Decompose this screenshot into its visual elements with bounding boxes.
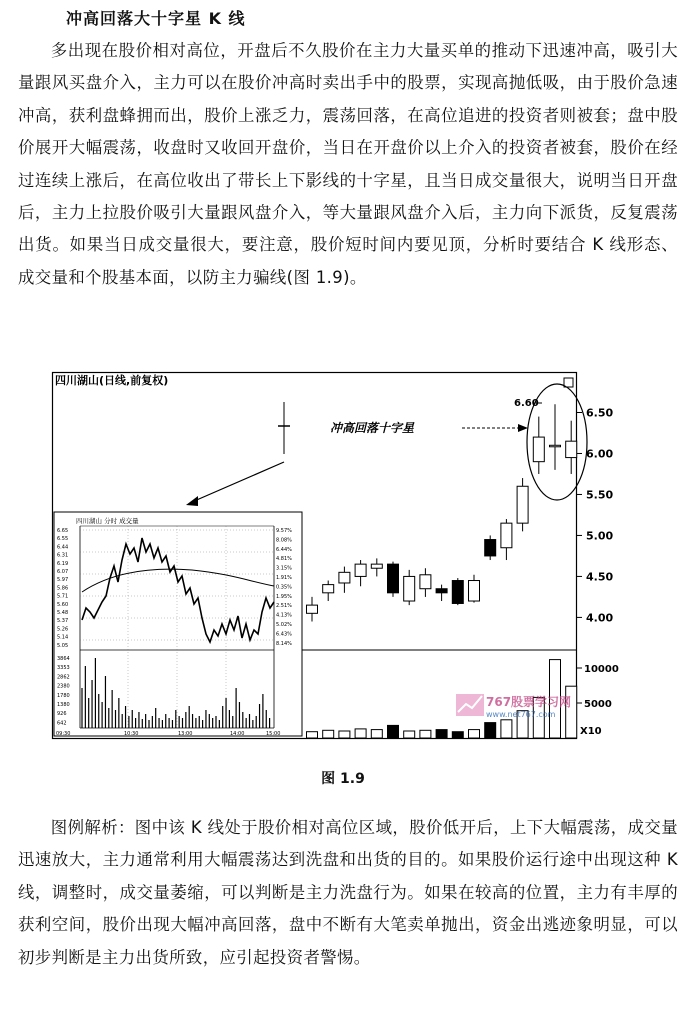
inset-right-tick: 3.15% [276, 565, 292, 572]
inset-left-tick: 5.14 [57, 634, 69, 641]
volume-unit-label: X10 [580, 726, 602, 737]
kline-figure [52, 372, 619, 742]
watermark-url: www.net767.com [486, 710, 556, 719]
volume-bar [436, 730, 447, 738]
volume-tick-label: 10000 [584, 664, 619, 675]
inset-volume-tick: 2380 [57, 683, 70, 690]
candle-body [307, 605, 318, 613]
inset-time-tick: 15:00 [266, 731, 281, 737]
inset-right-tick: 0.35% [276, 584, 292, 591]
inset-left-ticks [57, 528, 68, 649]
inset-time-tick: 14:00 [230, 731, 245, 737]
inset-volume-tick: 642 [57, 720, 67, 727]
price-axis [576, 406, 613, 624]
inset-left-tick: 5.05 [57, 642, 69, 649]
candle [517, 478, 528, 531]
volume-bar [339, 731, 350, 738]
candle-body [485, 540, 496, 556]
inset-right-tick: 4.13% [276, 612, 292, 619]
inset-left-tick: 6.55 [57, 536, 69, 543]
inset-left-tick: 5.71 [57, 593, 69, 600]
inset-right-tick: 8.14% [276, 640, 292, 647]
analysis-paragraph: 图例解析：图中该 K 线处于股价相对高位区域，股价低开后，上下大幅震荡，成交量迅速放大，主力通常利用大幅震荡达到洗盘和出货的目的。如果股价运行途中出现这种 K 线，调整时，成交量萎缩，可以判断是主力洗盘行为。如果在较高的位置，主力有丰厚的获利空间，股价出现大幅冲高回落，盘中不断有大笔卖单抛出，资金出逃迹象明显，可以初步判断是主力出货所致，应引起投资者警惕。 [18, 818, 678, 967]
inset-right-tick: 4.81% [276, 556, 292, 563]
candle-body [420, 575, 431, 589]
inset-left-tick: 5.60 [57, 601, 69, 608]
watermark-title: 767股票学习网 [486, 695, 572, 709]
inset-right-tick: 1.91% [276, 575, 292, 581]
volume-bar [566, 686, 577, 738]
inset-left-tick: 6.31 [57, 552, 69, 559]
inset-left-tick: 5.48 [57, 610, 69, 616]
inset-right-tick: 1.95% [276, 593, 292, 600]
price-tick-label: 5.50 [586, 488, 614, 502]
intro-paragraph: 多出现在股价相对高位，开盘后不久股价在主力大量买单的推动下迅速冲高，吸引大量跟风买盘介入，主力可以在股价冲高时卖出手中的股票，实现高抛低吸，由于股价急速冲高，获利盘蜂拥而出，股价上涨乏力，震荡回落，在高位追进的投资者则被套；盘中股价展开大幅震荡，收盘时又收回开盘价，当日在开盘价以上介入的投资者被套，股价在经过连续上涨后，在高位收出了带长上下影线的十字星，且当日成交量很大，说明当日开盘后，主力上拉股价吸引大量跟风盘介入，等大量跟风盘介入后，主力向下派货，反复震荡出货。如果当日成交量很大，要注意，股价短时间内要见顶，分析时要结合 K 线形态、成交量和个股基本面，以防主力骗线(图 1.9)。 [18, 41, 678, 287]
inset-right-tick: 8.08% [276, 537, 292, 544]
inset-right-tick: 2.51% [276, 603, 292, 610]
candle-body [371, 564, 382, 568]
inset-time-tick: 13:00 [178, 731, 193, 737]
candle-body [436, 589, 447, 593]
volume-bar [452, 732, 463, 738]
price-tick-label: 6.50 [586, 406, 614, 420]
volume-bar [501, 720, 512, 738]
inset-volume-tick: 1780 [57, 692, 70, 699]
high-price-label: 6.60 [514, 398, 539, 409]
inset-left-tick: 5.97 [57, 577, 69, 584]
inset-right-tick: 6.44% [276, 546, 292, 553]
candle-body [517, 486, 528, 523]
candle-body [355, 564, 366, 576]
price-tick-label: 4.50 [586, 570, 614, 584]
candle-body [388, 564, 399, 593]
inset-left-tick: 5.86 [57, 585, 69, 592]
candle-body [323, 585, 334, 593]
volume-tick-label: 5000 [584, 699, 612, 710]
inset-left-tick: 6.07 [57, 569, 69, 575]
candle [485, 535, 496, 560]
kline-chart [52, 372, 619, 742]
inset-volume-tick: 1380 [57, 702, 70, 708]
inset-time-tick: 10:30 [124, 731, 139, 737]
volume-bar [485, 723, 496, 738]
candle-body [469, 581, 480, 601]
intraday-inset [54, 512, 302, 737]
inset-title: 四川湖山 分时 成交量 [76, 517, 139, 525]
inset-time-tick: 09:30 [56, 731, 71, 737]
inset-volume-tick: 3353 [57, 665, 70, 672]
inset-volume-tick: 926 [57, 711, 67, 718]
volume-bar [420, 730, 431, 738]
candle-body [533, 437, 544, 462]
candle-body [404, 576, 415, 601]
volume-bar [323, 730, 334, 738]
volume-bar [371, 730, 382, 738]
volume-axis [576, 664, 619, 710]
price-tick-label: 4.00 [586, 611, 614, 625]
candle-body [452, 581, 463, 604]
candle-body [566, 441, 577, 457]
candle-body [550, 445, 561, 447]
price-tick-label: 5.00 [586, 529, 614, 543]
candle [388, 562, 399, 597]
inset-right-tick: 5.02% [276, 622, 292, 628]
volume-bar [355, 729, 366, 738]
volume-bar [388, 725, 399, 738]
inset-volume-tick: 2862 [57, 674, 70, 681]
price-tick-label: 6.00 [586, 447, 614, 461]
section-heading: 冲高回落大十字星 K 线 [66, 9, 246, 28]
inset-left-tick: 6.65 [57, 528, 69, 534]
chart-title: 四川湖山(日线,前复权) [55, 374, 169, 387]
inset-right-tick: 9.57% [276, 528, 292, 534]
volume-bar [404, 731, 415, 738]
inset-right-tick: 6.43% [276, 631, 292, 638]
inset-left-tick: 6.19 [57, 560, 69, 567]
inset-left-tick: 6.44 [57, 544, 69, 551]
inset-left-tick: 5.26 [57, 626, 69, 633]
inset-volume-tick: 3864 [57, 656, 70, 662]
inset-frame [54, 512, 302, 736]
annotation-label: 冲高回落十字星 [330, 421, 415, 435]
candle-body [501, 523, 512, 548]
inset-left-tick: 5.37 [57, 618, 69, 625]
volume-bar [307, 732, 318, 738]
watermark [456, 694, 571, 719]
candle-body [339, 572, 350, 583]
volume-bar [469, 730, 480, 738]
figure-caption: 图 1.9 [321, 771, 365, 787]
candle [452, 578, 463, 605]
